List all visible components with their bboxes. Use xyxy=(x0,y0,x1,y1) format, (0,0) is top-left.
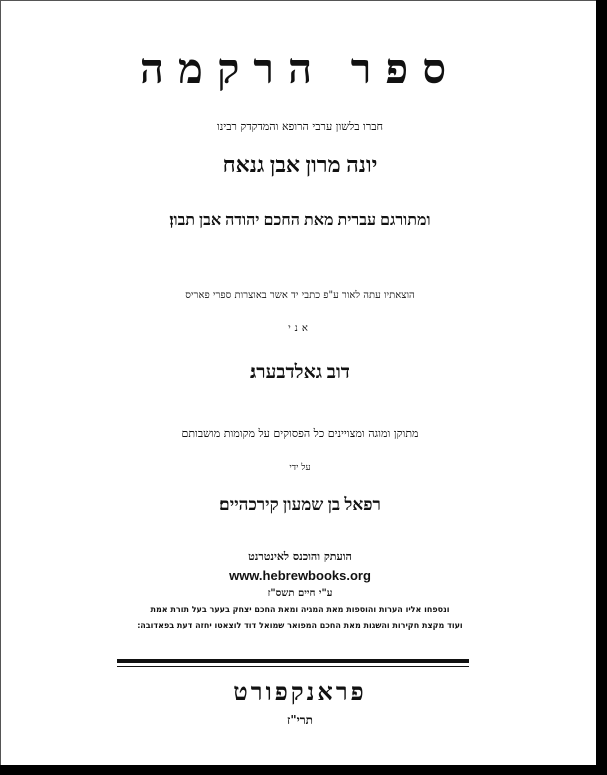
by-hands-label: על ידי xyxy=(289,463,311,473)
divider-thin xyxy=(117,666,469,667)
page-edge-top xyxy=(0,0,596,1)
publication-year: תרי"ז xyxy=(287,713,313,727)
editor-name: דוב גאלדבערג׃ xyxy=(250,362,350,383)
annotator-name: רפאל בן שמעון קירכהיים׃ xyxy=(219,495,381,514)
website-link[interactable]: www.hebrewbooks.org xyxy=(229,568,371,583)
page-edge-bottom xyxy=(0,765,607,775)
publication-city: פראנקפורט xyxy=(233,680,367,706)
page-edge-left xyxy=(0,0,1,765)
divider-thick xyxy=(117,659,469,663)
digitized-date: ע"י חיים תשס"ז xyxy=(267,588,333,599)
book-title: ספר הרקמה xyxy=(139,47,461,93)
publication-note: הוצאתיו עתה לאור ע"פ כתבי יד אשר באוצרות ספרי פאריס xyxy=(185,290,415,301)
translator-line: ומתורגם עברית מאת החכם יהודה אבן תבון׃ xyxy=(169,212,431,229)
digitized-note: הועתק והוכנס לאינטרנט xyxy=(248,550,352,563)
corrections-note: מתוקן ומוגה ומצויינים כל הפסוקים על מקומות מושבותם xyxy=(181,427,419,440)
page-edge-right xyxy=(596,0,607,775)
subtitle: חברו בלשון ערבי הרופא והמדקדק רבינו xyxy=(216,120,384,133)
by-label: אני xyxy=(288,323,312,334)
author-name: יונה מרון אבן גנאח xyxy=(222,152,378,177)
appendix-note-line-2: ועוד מקצת חקירות והשגות מאת החכם המפואר שמואל דוד לוצאטו יחזה דעת בפאדובה׃ xyxy=(137,621,463,630)
appendix-note-line-1: ונספחו אליו הערות והוספות מאת המגיה ומאת החכם יצחק בעער בעל תורת אמת xyxy=(150,605,450,614)
